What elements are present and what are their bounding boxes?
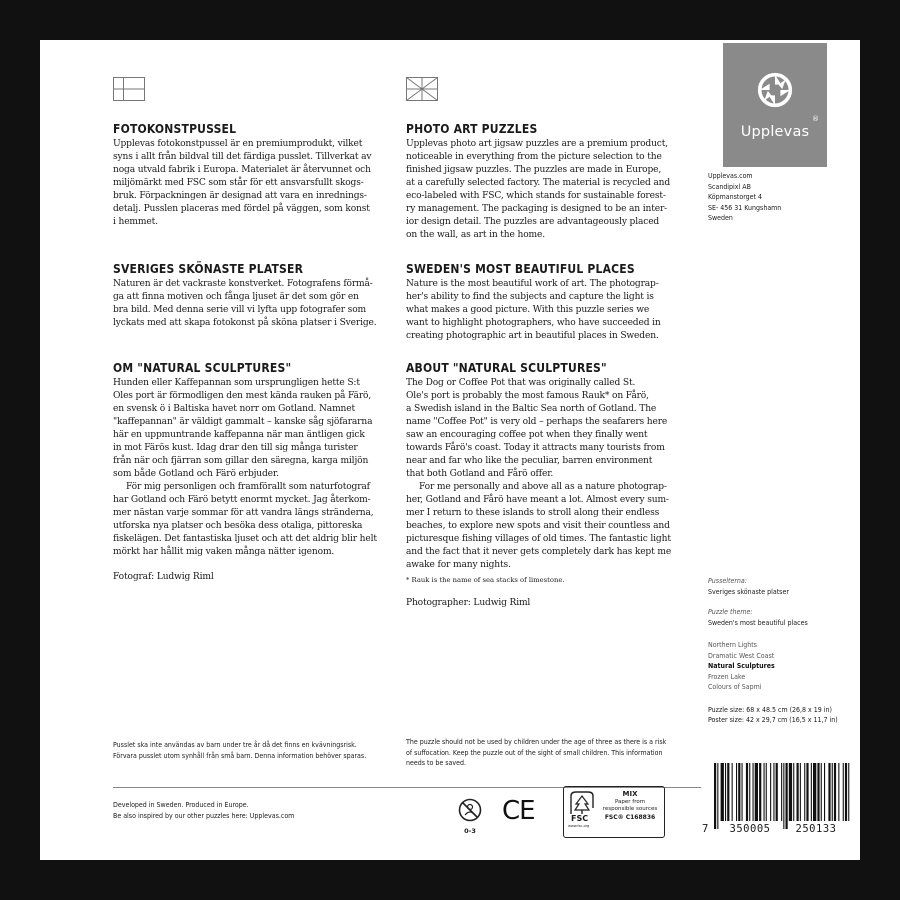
text-line: mer nästan varje sommar för att vandra längs stränderna, — [113, 508, 374, 518]
footnote: * Rauk is the name of sea stacks of limestone. — [406, 576, 565, 584]
age-label: 0-3 — [464, 827, 476, 835]
poster-size: Poster size: 42 x 29,7 cm (16,5 x 11,7 in) — [708, 716, 838, 724]
text-line: at a carefully selected factory. The material is recycled and — [406, 178, 671, 188]
address-line: Scandipixl AB — [708, 182, 751, 191]
address-line: Upplevas.com — [708, 172, 753, 180]
series-list — [708, 640, 856, 693]
barcode-bar — [736, 763, 737, 821]
barcode-bar — [759, 763, 761, 821]
series-item-active: Natural Sculptures — [708, 662, 775, 670]
address-line: Köpmanstorget 4 — [708, 193, 763, 201]
barcode-bar — [725, 763, 726, 821]
en-section-title: SWEDEN'S MOST BEAUTIFUL PLACES — [406, 262, 635, 276]
text-line: her, Gotland and Fårö have meant a lot. Almost every sum- — [406, 495, 669, 505]
barcode-bar — [813, 763, 816, 821]
barcode-bar — [721, 763, 724, 821]
series-info — [708, 576, 856, 726]
series-item: Dramatic West Coast — [708, 651, 775, 660]
sv-section-body — [113, 138, 388, 229]
packaging-back — [40, 40, 860, 860]
text-line: The Dog or Coffee Pot that was originally called St. — [406, 378, 636, 388]
theme-label: Puzzle theme: — [708, 608, 753, 616]
sv-section-title: SVERIGES SKÖNASTE PLATSER — [113, 262, 304, 276]
text-line: and the fact that it never gets completely dark has kept me — [406, 547, 672, 557]
barcode-bar — [770, 763, 771, 821]
series-value: Sveriges skönaste platser — [708, 587, 789, 596]
text-line: want to highlight photographers, who have succeeded in — [406, 318, 661, 328]
age-warning-mark — [458, 798, 482, 835]
text-line: mer I return to these islands to stroll along their endless — [406, 508, 660, 518]
fsc-url: www.fsc.org — [568, 824, 590, 828]
barcode-bar — [843, 763, 844, 821]
barcode-bar — [811, 763, 812, 821]
text-line: en svensk ö i Baltiska havet norr om Gotland. Namnet — [113, 404, 355, 414]
uk-flag-icon — [406, 77, 438, 101]
text-line: name "Coffee Pot" is very old – perhaps the seafarers here — [406, 417, 668, 427]
barcode-bar — [783, 763, 784, 829]
barcode-bar — [727, 763, 729, 821]
address-line: Sweden — [708, 214, 733, 222]
text-line: that both Gotland and Fårö offer. — [406, 469, 554, 479]
text-line: awake for many nights. — [406, 560, 511, 570]
warning-line: needs to be saved. — [406, 759, 466, 767]
no-small-children-icon — [458, 798, 482, 822]
barcode-bar — [781, 763, 782, 821]
series-label: Pusselterna: — [708, 577, 747, 585]
barcode-bar — [776, 763, 778, 821]
text-line: från när och fjärran som gillar den säregna, karga miljön — [113, 456, 369, 466]
text-line: lyckats med att skapa fotokonst på sköna platser i Sverige. — [113, 318, 377, 328]
text-line: Naturen är det vackraste konstverket. Fotografens förmå- — [113, 279, 373, 289]
company-address — [708, 171, 848, 224]
barcode-bar — [817, 763, 819, 821]
footer-line: Be also inspired by our other puzzles here: Upplevas.com — [113, 811, 295, 820]
theme-value: Sweden's most beautiful places — [708, 618, 808, 627]
fsc-line: responsible sources — [602, 806, 658, 812]
barcode-bar — [749, 763, 750, 821]
text-line: Upplevas photo art jigsaw puzzles are a premium product, — [406, 139, 668, 149]
text-line: mörkt har hållit mig vaken många nätter igenom. — [113, 547, 335, 557]
barcode-bar — [755, 763, 758, 821]
photographer-credit: Photographer: Ludwig Riml — [406, 598, 531, 608]
text-line: ior design detail. The puzzles are advantageously placed — [406, 217, 660, 227]
sv-section-natural-sculptures — [113, 361, 388, 584]
barcode-bar — [828, 763, 830, 821]
sv-safety-warning — [113, 740, 403, 761]
en-section-natural-sculptures — [406, 361, 696, 610]
brand-logo — [723, 43, 827, 167]
text-line: som både Gotland och Färö erbjuder. — [113, 469, 279, 479]
text-line: For me personally and above all as a nature photograp- — [419, 482, 667, 492]
barcode-bar — [797, 763, 799, 821]
text-line: bra bild. Med denna serie vill vi lyfta upp fotografer som — [113, 305, 366, 315]
series-item: Colours of Sapmi — [708, 683, 762, 691]
barcode-bar — [804, 763, 805, 821]
barcode-bar — [793, 763, 794, 821]
barcode-bar — [848, 763, 849, 821]
barcode-digits-right: 250133 — [795, 823, 837, 835]
barcode-bar — [845, 763, 847, 821]
text-line: on the wall, as art in the home. — [406, 230, 545, 240]
en-safety-warning — [406, 737, 706, 769]
text-line: Upplevas fotokonstpussel är en premiumprodukt, vilket — [113, 139, 363, 149]
warning-line: The puzzle should not be used by children under the age of three as there is a risk — [406, 738, 667, 746]
text-line: noga utvald fabrik i Europa. Materialet är återvunnet och — [113, 165, 371, 175]
barcode-digits-left: 350005 — [729, 823, 771, 835]
text-line: beaches, to explore new spots and visit their countless and — [406, 521, 670, 531]
footer-line: Developed in Sweden. Produced in Europe. — [113, 801, 249, 809]
text-line: her's ability to find the subjects and capture the light is — [406, 292, 654, 302]
text-line: har Gotland och Färö betytt enormt mycket. Jag återkom- — [113, 495, 371, 505]
text-line: i hemmet. — [113, 217, 158, 227]
fsc-tree-icon — [568, 790, 596, 816]
footer-info — [113, 800, 403, 821]
barcode-bar — [714, 763, 716, 829]
barcode-bar — [834, 763, 836, 821]
text-line: Hunden eller Kaffepannan som ursprungligen hette S:t — [113, 378, 360, 388]
text-line: Ole's port is probably the most famous Rauk* on Fårö, — [406, 391, 649, 401]
sv-section-puzzles — [113, 122, 388, 229]
text-line: här en uppmuntrande kaffepanna när man äntligen gick — [113, 430, 365, 440]
barcode-bar — [806, 763, 808, 821]
text-line: what makes a good picture. With this puzzle series we — [406, 305, 650, 315]
en-section-title: PHOTO ART PUZZLES — [406, 122, 538, 136]
en-section-title: ABOUT "NATURAL SCULPTURES" — [406, 361, 607, 375]
barcode-bar — [738, 763, 740, 821]
text-line: ry management. The packaging is designed to be an inter- — [406, 204, 668, 214]
barcode-bar — [764, 763, 765, 821]
registered-mark: ® — [812, 115, 819, 123]
photographer-credit: Fotograf: Ludwig Riml — [113, 572, 214, 582]
sv-section-places — [113, 262, 388, 330]
address-line: SE- 456 31 Kungshamn — [708, 203, 782, 212]
barcode-bar — [766, 763, 767, 821]
sv-section-title: FOTOKONSTPUSSEL — [113, 122, 237, 136]
text-line: detalj. Pusslen placeras med fördel på väggen, som konst — [113, 204, 370, 214]
series-item: Frozen Lake — [708, 672, 746, 681]
fsc-line: Paper from — [614, 799, 646, 805]
size-info — [708, 705, 856, 726]
text-line: finished jigsaw puzzles. The puzzles are made in Europe, — [406, 165, 662, 175]
barcode-digit-first: 7 — [702, 823, 709, 835]
barcode-bar — [800, 763, 801, 821]
text-line: miljömärkt med FSC som står för ett ansvarsfullt skogs- — [113, 178, 364, 188]
text-line: saw an encouraging coffee pot when they finally went — [406, 430, 648, 440]
series-item: Northern Lights — [708, 641, 757, 649]
en-section-puzzles — [406, 122, 696, 242]
barcode-bar — [821, 763, 822, 821]
barcode-bar — [746, 763, 748, 821]
text-line: towards Fårö's coast. Today it attracts many tourists from — [406, 443, 665, 453]
puzzle-size: Puzzle size: 68 x 48.5 cm (26,8 x 19 in) — [708, 705, 832, 714]
warning-line: Pusslet ska inte användas av barn under tre år då det finns en kvävningsrisk. — [113, 741, 357, 749]
text-line: creating photographic art in beautiful places in Sweden. — [406, 331, 659, 341]
text-line: För mig personligen och framförallt som naturfotograf — [126, 482, 370, 492]
en-section-places — [406, 262, 696, 343]
text-line: eco-labeled with FSC, which stands for sustainable forest- — [406, 191, 666, 201]
text-line: in mot Färös kust. Idag drar den till sig många turister — [113, 443, 358, 453]
barcode-bar — [824, 763, 825, 821]
barcode-bar — [773, 763, 774, 821]
barcode-bar — [732, 763, 733, 821]
text-line: bruk. Förpackningen är designad att vara en inrednings- — [113, 191, 367, 201]
text-line: a Swedish island in the Baltic Sea north of Gotland. The — [406, 404, 657, 414]
barcode-bar — [789, 763, 792, 821]
fsc-brand: FSC — [571, 814, 589, 823]
text-line: Nature is the most beautiful work of art. The photograp- — [406, 279, 659, 289]
barcode-bar — [753, 763, 754, 821]
barcode-bar — [717, 763, 718, 829]
text-line: picturesque fishing villages of old times. The fantastic light — [406, 534, 671, 544]
aperture-icon — [757, 72, 793, 108]
ce-mark: CE — [502, 796, 535, 826]
barcode-bar — [786, 763, 788, 829]
text-line: syns i allt från bildval till det färdiga pusslet. Tillverkat av — [113, 152, 372, 162]
text-line: near and far who like the peculiar, barren environment — [406, 456, 653, 466]
sv-section-title: OM "NATURAL SCULPTURES" — [113, 361, 292, 375]
swedish-flag-icon — [113, 77, 145, 101]
barcode-bar — [832, 763, 833, 821]
fsc-label — [563, 786, 665, 838]
brand-name: Upplevas — [740, 124, 810, 140]
fsc-mix: MIX — [622, 790, 638, 798]
fsc-text — [598, 790, 662, 822]
text-line: fiskelägen. Det fantastiska ljuset och att det aldrig blir helt — [113, 534, 377, 544]
text-line: utforska nya platser och besöka dess otaliga, pittoreska — [113, 521, 363, 531]
text-line: "kaffepannan" är väldigt gammalt – kanske såg sjöfararna — [113, 417, 373, 427]
fsc-code: FSC® C168836 — [604, 814, 656, 821]
barcode-bar — [742, 763, 743, 821]
text-line: noticeable in everything from the picture selection to the — [406, 152, 662, 162]
barcode-bar — [838, 763, 839, 821]
barcode — [704, 763, 854, 845]
text-line: ga att finna motiven och fånga ljuset är det som gör en — [113, 292, 359, 302]
text-line: Oles port är förmodligen den mest kända rauken på Färö, — [113, 391, 372, 401]
warning-line: of suffocation. Keep the puzzle out of the sight of small children. This information — [406, 748, 663, 757]
warning-line: Förvara pusslet utom synhåll från små barn. Denna information behöver sparas. — [113, 751, 367, 760]
